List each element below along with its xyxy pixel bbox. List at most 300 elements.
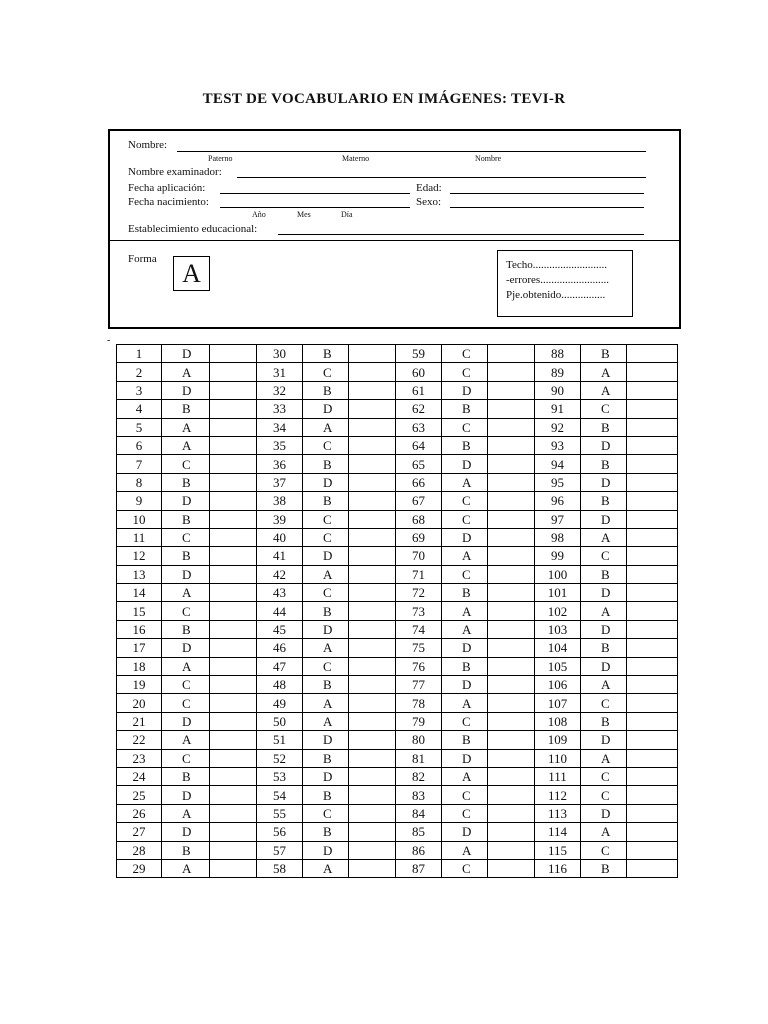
response-cell[interactable] <box>349 565 396 583</box>
dash-mark: - <box>107 335 111 346</box>
response-cell[interactable] <box>488 510 535 528</box>
item-number: 38 <box>257 492 303 510</box>
item-answer: D <box>442 455 488 473</box>
item-answer: C <box>162 455 210 473</box>
response-cell[interactable] <box>210 436 257 454</box>
item-number: 23 <box>117 749 162 767</box>
response-cell[interactable] <box>488 602 535 620</box>
response-cell[interactable] <box>210 731 257 749</box>
item-number: 28 <box>117 841 162 859</box>
item-answer: D <box>442 528 488 546</box>
response-cell[interactable] <box>627 455 678 473</box>
table-row <box>117 823 678 841</box>
response-cell[interactable] <box>210 804 257 822</box>
item-number: 43 <box>257 584 303 602</box>
item-answer: C <box>303 510 349 528</box>
nombre-field[interactable] <box>177 151 646 152</box>
item-answer: B <box>162 767 210 785</box>
item-answer: B <box>303 786 349 804</box>
item-number: 103 <box>535 620 581 638</box>
table-row <box>117 547 678 565</box>
item-answer: C <box>442 786 488 804</box>
item-answer: B <box>581 565 627 583</box>
item-answer: D <box>162 345 210 363</box>
item-answer: A <box>581 823 627 841</box>
item-number: 7 <box>117 455 162 473</box>
item-number: 13 <box>117 565 162 583</box>
item-number: 36 <box>257 455 303 473</box>
item-number: 35 <box>257 436 303 454</box>
response-cell[interactable] <box>349 436 396 454</box>
item-answer: D <box>581 804 627 822</box>
response-cell[interactable] <box>488 620 535 638</box>
item-answer: C <box>303 804 349 822</box>
response-cell[interactable] <box>627 345 678 363</box>
item-number: 105 <box>535 657 581 675</box>
response-cell[interactable] <box>210 473 257 491</box>
response-cell[interactable] <box>627 547 678 565</box>
response-cell[interactable] <box>627 841 678 859</box>
table-row <box>117 694 678 712</box>
response-cell[interactable] <box>349 804 396 822</box>
item-answer: D <box>581 620 627 638</box>
item-number: 68 <box>396 510 442 528</box>
item-number: 74 <box>396 620 442 638</box>
item-answer: C <box>162 676 210 694</box>
item-number: 64 <box>396 436 442 454</box>
response-cell[interactable] <box>488 584 535 602</box>
response-cell[interactable] <box>349 455 396 473</box>
item-number: 80 <box>396 731 442 749</box>
fecha-aplicacion-field[interactable] <box>220 193 410 194</box>
response-cell[interactable] <box>488 400 535 418</box>
response-cell[interactable] <box>627 565 678 583</box>
item-answer: B <box>303 381 349 399</box>
examinador-field[interactable] <box>237 177 646 178</box>
item-answer: B <box>581 418 627 436</box>
item-number: 116 <box>535 859 581 877</box>
response-cell[interactable] <box>349 400 396 418</box>
response-cell[interactable] <box>488 455 535 473</box>
response-cell[interactable] <box>488 823 535 841</box>
response-cell[interactable] <box>627 859 678 877</box>
item-answer: B <box>303 492 349 510</box>
table-row <box>117 804 678 822</box>
item-answer: A <box>162 657 210 675</box>
item-answer: D <box>162 639 210 657</box>
item-answer: B <box>442 731 488 749</box>
item-answer: D <box>581 436 627 454</box>
item-number: 112 <box>535 786 581 804</box>
response-cell[interactable] <box>627 473 678 491</box>
item-answer: D <box>442 639 488 657</box>
item-answer: B <box>162 510 210 528</box>
response-cell[interactable] <box>210 823 257 841</box>
response-cell[interactable] <box>210 639 257 657</box>
response-cell[interactable] <box>210 510 257 528</box>
item-answer: D <box>581 473 627 491</box>
response-cell[interactable] <box>349 584 396 602</box>
response-cell[interactable] <box>349 639 396 657</box>
response-cell[interactable] <box>210 455 257 473</box>
response-cell[interactable] <box>488 381 535 399</box>
fecha-nacimiento-field[interactable] <box>220 207 410 208</box>
response-cell[interactable] <box>349 731 396 749</box>
response-cell[interactable] <box>488 492 535 510</box>
response-cell[interactable] <box>210 767 257 785</box>
item-answer: A <box>581 602 627 620</box>
table-row <box>117 473 678 491</box>
response-cell[interactable] <box>210 547 257 565</box>
item-answer: A <box>442 841 488 859</box>
dia-label: Día <box>341 210 353 219</box>
item-answer: B <box>162 400 210 418</box>
item-number: 60 <box>396 363 442 381</box>
item-number: 109 <box>535 731 581 749</box>
item-answer: B <box>162 841 210 859</box>
item-number: 115 <box>535 841 581 859</box>
item-number: 110 <box>535 749 581 767</box>
item-number: 85 <box>396 823 442 841</box>
item-answer: C <box>442 712 488 730</box>
response-cell[interactable] <box>488 528 535 546</box>
item-number: 114 <box>535 823 581 841</box>
item-answer: A <box>162 363 210 381</box>
response-cell[interactable] <box>349 473 396 491</box>
response-cell[interactable] <box>349 602 396 620</box>
form-divider <box>110 240 679 241</box>
item-answer: B <box>581 712 627 730</box>
response-cell[interactable] <box>627 400 678 418</box>
table-row <box>117 381 678 399</box>
fecha-aplicacion-label: Fecha aplicación: <box>128 182 206 194</box>
response-cell[interactable] <box>210 841 257 859</box>
response-cell[interactable] <box>627 823 678 841</box>
item-number: 15 <box>117 602 162 620</box>
response-cell[interactable] <box>349 694 396 712</box>
item-answer: A <box>162 859 210 877</box>
response-cell[interactable] <box>488 363 535 381</box>
item-answer: A <box>303 639 349 657</box>
table-row <box>117 749 678 767</box>
errores-line: -errores......................... <box>506 274 609 286</box>
item-answer: D <box>442 823 488 841</box>
item-number: 40 <box>257 528 303 546</box>
item-answer: B <box>581 492 627 510</box>
item-answer: A <box>581 381 627 399</box>
item-number: 26 <box>117 804 162 822</box>
item-number: 104 <box>535 639 581 657</box>
sexo-field[interactable] <box>450 207 644 208</box>
response-cell[interactable] <box>210 584 257 602</box>
item-answer: C <box>303 436 349 454</box>
response-cell[interactable] <box>627 712 678 730</box>
response-cell[interactable] <box>488 473 535 491</box>
item-number: 4 <box>117 400 162 418</box>
item-answer: D <box>162 565 210 583</box>
item-number: 55 <box>257 804 303 822</box>
item-number: 45 <box>257 620 303 638</box>
response-cell[interactable] <box>627 418 678 436</box>
response-cell[interactable] <box>349 510 396 528</box>
item-number: 19 <box>117 676 162 694</box>
response-cell[interactable] <box>627 510 678 528</box>
item-number: 29 <box>117 859 162 877</box>
item-answer: A <box>442 620 488 638</box>
response-cell[interactable] <box>627 639 678 657</box>
item-number: 84 <box>396 804 442 822</box>
response-cell[interactable] <box>349 620 396 638</box>
response-cell[interactable] <box>210 418 257 436</box>
response-cell[interactable] <box>349 657 396 675</box>
response-cell[interactable] <box>488 694 535 712</box>
response-cell[interactable] <box>627 657 678 675</box>
item-number: 44 <box>257 602 303 620</box>
response-cell[interactable] <box>627 749 678 767</box>
item-answer: B <box>442 584 488 602</box>
item-number: 107 <box>535 694 581 712</box>
item-answer: D <box>303 767 349 785</box>
item-number: 2 <box>117 363 162 381</box>
item-number: 56 <box>257 823 303 841</box>
response-cell[interactable] <box>488 731 535 749</box>
response-cell[interactable] <box>210 620 257 638</box>
table-row <box>117 602 678 620</box>
response-cell[interactable] <box>627 584 678 602</box>
item-number: 54 <box>257 786 303 804</box>
item-number: 20 <box>117 694 162 712</box>
response-cell[interactable] <box>488 804 535 822</box>
item-number: 62 <box>396 400 442 418</box>
response-cell[interactable] <box>488 749 535 767</box>
item-answer: A <box>581 749 627 767</box>
response-cell[interactable] <box>627 492 678 510</box>
page-title: TEST DE VOCABULARIO EN IMÁGENES: TEVI-R <box>202 91 566 107</box>
response-cell[interactable] <box>349 749 396 767</box>
response-cell[interactable] <box>210 400 257 418</box>
item-answer: D <box>581 510 627 528</box>
response-cell[interactable] <box>210 345 257 363</box>
item-number: 52 <box>257 749 303 767</box>
item-number: 108 <box>535 712 581 730</box>
response-cell[interactable] <box>349 786 396 804</box>
item-answer: C <box>442 363 488 381</box>
item-number: 73 <box>396 602 442 620</box>
student-info-form <box>108 129 681 329</box>
examinador-label: Nombre examinador: <box>128 166 222 178</box>
response-cell[interactable] <box>210 712 257 730</box>
response-cell[interactable] <box>627 528 678 546</box>
response-cell[interactable] <box>627 694 678 712</box>
response-cell[interactable] <box>627 731 678 749</box>
response-cell[interactable] <box>210 749 257 767</box>
response-cell[interactable] <box>627 620 678 638</box>
response-cell[interactable] <box>488 676 535 694</box>
response-cell[interactable] <box>349 418 396 436</box>
item-answer: D <box>303 547 349 565</box>
establecimiento-label: Establecimiento educacional: <box>128 223 258 235</box>
item-answer: A <box>303 859 349 877</box>
response-cell[interactable] <box>627 381 678 399</box>
response-cell[interactable] <box>488 841 535 859</box>
item-number: 22 <box>117 731 162 749</box>
response-cell[interactable] <box>349 823 396 841</box>
item-answer: C <box>162 749 210 767</box>
item-answer: D <box>303 731 349 749</box>
item-number: 53 <box>257 767 303 785</box>
response-cell[interactable] <box>349 841 396 859</box>
response-cell[interactable] <box>627 363 678 381</box>
table-row <box>117 767 678 785</box>
response-cell[interactable] <box>210 676 257 694</box>
response-cell[interactable] <box>488 657 535 675</box>
item-number: 9 <box>117 492 162 510</box>
table-row <box>117 712 678 730</box>
forma-value-box <box>173 256 210 291</box>
item-answer: B <box>162 547 210 565</box>
response-cell[interactable] <box>488 639 535 657</box>
nombre-sub-label: Nombre <box>475 154 502 163</box>
response-cell[interactable] <box>210 694 257 712</box>
item-answer: C <box>442 345 488 363</box>
response-cell[interactable] <box>488 436 535 454</box>
response-cell[interactable] <box>627 602 678 620</box>
table-row <box>117 400 678 418</box>
item-answer: A <box>442 694 488 712</box>
forma-label: Forma <box>128 253 157 265</box>
response-cell[interactable] <box>488 767 535 785</box>
item-answer: D <box>442 381 488 399</box>
establecimiento-field[interactable] <box>278 234 644 235</box>
response-cell[interactable] <box>627 804 678 822</box>
item-answer: B <box>303 345 349 363</box>
response-cell[interactable] <box>210 492 257 510</box>
response-cell[interactable] <box>210 657 257 675</box>
item-answer: B <box>581 455 627 473</box>
item-answer: C <box>303 584 349 602</box>
item-answer: A <box>581 363 627 381</box>
response-cell[interactable] <box>210 381 257 399</box>
response-cell[interactable] <box>210 859 257 877</box>
response-cell[interactable] <box>349 492 396 510</box>
item-answer: D <box>581 584 627 602</box>
response-cell[interactable] <box>627 436 678 454</box>
response-cell[interactable] <box>349 528 396 546</box>
item-answer: B <box>581 859 627 877</box>
item-answer: C <box>581 547 627 565</box>
item-answer: C <box>581 767 627 785</box>
item-answer: D <box>581 657 627 675</box>
response-cell[interactable] <box>488 418 535 436</box>
response-cell[interactable] <box>349 547 396 565</box>
table-row <box>117 528 678 546</box>
item-answer: A <box>442 602 488 620</box>
item-answer: C <box>442 492 488 510</box>
item-number: 24 <box>117 767 162 785</box>
item-answer: C <box>303 363 349 381</box>
response-cell[interactable] <box>210 786 257 804</box>
item-number: 39 <box>257 510 303 528</box>
item-number: 58 <box>257 859 303 877</box>
item-number: 99 <box>535 547 581 565</box>
item-number: 51 <box>257 731 303 749</box>
item-number: 96 <box>535 492 581 510</box>
item-number: 30 <box>257 345 303 363</box>
response-cell[interactable] <box>210 565 257 583</box>
item-number: 17 <box>117 639 162 657</box>
table-row <box>117 455 678 473</box>
item-number: 42 <box>257 565 303 583</box>
table-row <box>117 841 678 859</box>
response-cell[interactable] <box>627 676 678 694</box>
item-number: 71 <box>396 565 442 583</box>
response-cell[interactable] <box>488 786 535 804</box>
item-number: 69 <box>396 528 442 546</box>
response-cell[interactable] <box>349 381 396 399</box>
item-answer: A <box>303 418 349 436</box>
item-answer: C <box>442 418 488 436</box>
response-cell[interactable] <box>627 767 678 785</box>
edad-field[interactable] <box>450 193 644 194</box>
response-cell[interactable] <box>349 363 396 381</box>
table-row <box>117 492 678 510</box>
item-answer: B <box>442 436 488 454</box>
item-answer: A <box>162 584 210 602</box>
item-number: 72 <box>396 584 442 602</box>
item-answer: C <box>581 786 627 804</box>
item-number: 100 <box>535 565 581 583</box>
response-cell[interactable] <box>349 712 396 730</box>
response-cell[interactable] <box>210 602 257 620</box>
item-number: 61 <box>396 381 442 399</box>
item-answer: C <box>303 528 349 546</box>
response-cell[interactable] <box>349 345 396 363</box>
item-answer: B <box>162 620 210 638</box>
item-answer: C <box>442 510 488 528</box>
item-number: 11 <box>117 528 162 546</box>
table-row <box>117 639 678 657</box>
response-cell[interactable] <box>488 712 535 730</box>
response-cell[interactable] <box>349 859 396 877</box>
techo-line: Techo........................... <box>506 259 607 271</box>
item-number: 66 <box>396 473 442 491</box>
response-cell[interactable] <box>349 676 396 694</box>
response-cell[interactable] <box>488 547 535 565</box>
response-cell[interactable] <box>627 786 678 804</box>
item-number: 34 <box>257 418 303 436</box>
paterno-label: Paterno <box>208 154 233 163</box>
item-answer: B <box>303 676 349 694</box>
item-answer: D <box>162 381 210 399</box>
table-row <box>117 345 678 363</box>
response-cell[interactable] <box>488 345 535 363</box>
response-cell[interactable] <box>210 363 257 381</box>
response-cell[interactable] <box>488 565 535 583</box>
item-number: 70 <box>396 547 442 565</box>
response-cell[interactable] <box>349 767 396 785</box>
item-answer: B <box>303 455 349 473</box>
mes-label: Mes <box>297 210 311 219</box>
response-cell[interactable] <box>488 859 535 877</box>
item-number: 90 <box>535 381 581 399</box>
item-answer: D <box>581 731 627 749</box>
item-number: 12 <box>117 547 162 565</box>
item-answer: D <box>303 400 349 418</box>
item-answer: B <box>442 400 488 418</box>
item-number: 5 <box>117 418 162 436</box>
item-number: 46 <box>257 639 303 657</box>
response-cell[interactable] <box>210 528 257 546</box>
